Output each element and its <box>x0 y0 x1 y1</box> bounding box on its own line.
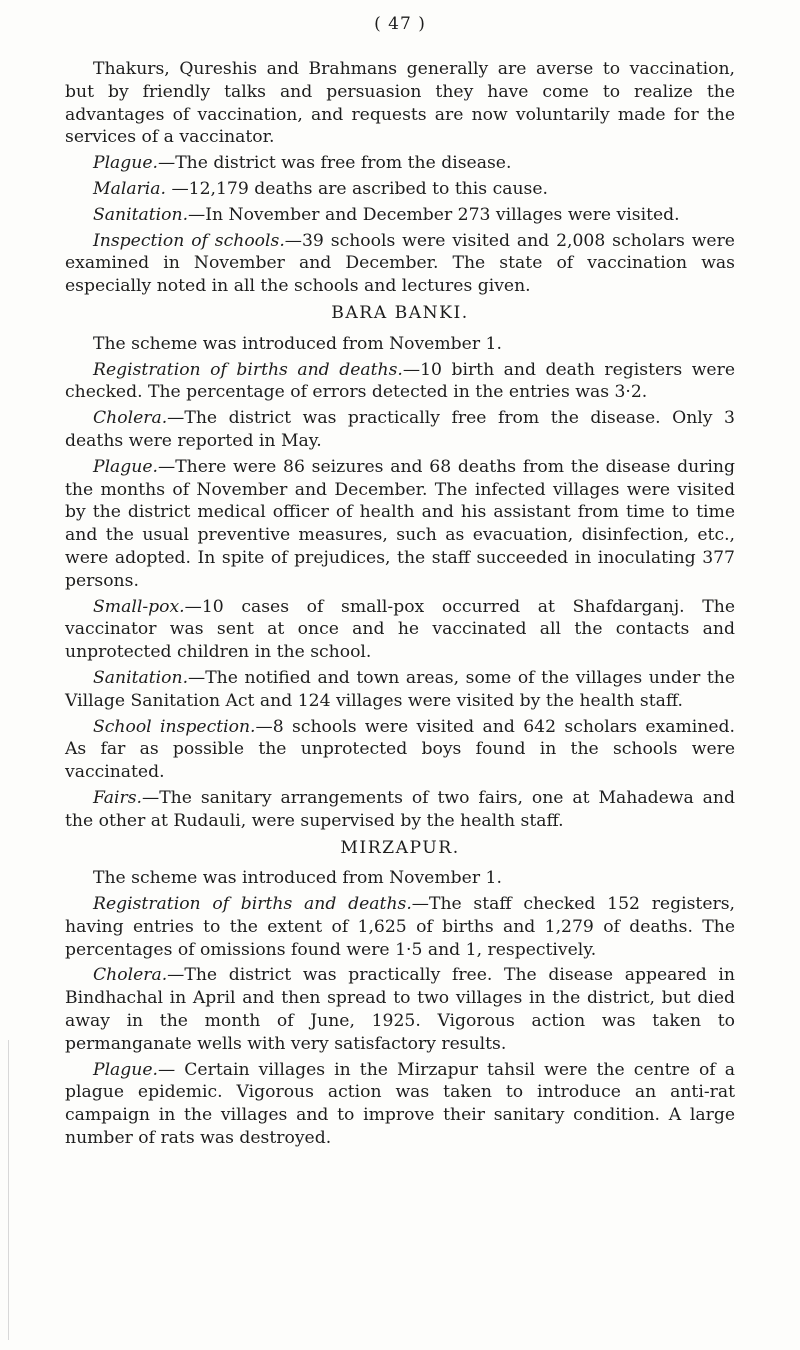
margin-rule <box>8 1040 9 1340</box>
paragraph-bara-banki-small-pox <box>65 596 735 664</box>
paragraph-bara-banki-scheme <box>65 333 735 356</box>
paragraph-text: In November and December 273 villages were visited. <box>205 204 680 225</box>
paragraph-lead: Sanitation.— <box>93 667 206 688</box>
paragraph-text: Certain villages in the Mirzapur tahsil were the centre of a plague epidemic. Vigorous action was taken to introduce an anti-rat campaign in the villages and to improve their sanitary condition. A large number of rats was destroyed. <box>65 1059 735 1149</box>
paragraph-bara-banki-cholera <box>65 407 735 453</box>
paragraph-text: The district was free from the disease. <box>175 153 512 174</box>
paragraph-lead: Registration of births and deaths. <box>93 359 403 380</box>
paragraph-text: The district was practically free from the disease. Only 3 deaths were reported in May. <box>65 408 735 451</box>
paragraph-bara-banki-plague <box>65 456 735 593</box>
paragraph-lead: Plague.— <box>93 456 176 477</box>
section-heading-bara-banki: BARA BANKI. <box>331 302 469 323</box>
section-heading-mirzapur: MIRZAPUR. <box>340 837 460 858</box>
paragraph-text: There were 86 seizures and 68 deaths from the disease during the months of November and December. The infected villages were visited by the district medical officer of health and his assistant from time to time and the usual preventive measures, such as evacuation, disinfection, etc., were adopted. In spite of prejudices, the staff succeeded in inoculating 377 persons. <box>65 456 735 591</box>
paragraph-lead: Small-pox. <box>93 596 185 617</box>
paragraph-lead: Inspection of schools. <box>93 230 285 251</box>
paragraph-bara-banki-sanitation <box>65 667 735 713</box>
paragraph-lead: School inspection. <box>93 716 256 737</box>
paragraph-text: —8 schools were visited and 642 scholars examined. As far as possible the unprotected boys found in the schools were vaccinated. <box>65 716 735 783</box>
paragraph-text: —10 birth and death registers were checked. The percentage of errors detected in the entries was 3·2. <box>65 359 735 403</box>
paragraph-lead: Plague.— <box>93 153 176 174</box>
page-number: ( 47 ) <box>374 14 426 34</box>
paragraph-plague <box>65 152 735 175</box>
paragraph-text: Thakurs, Qureshis and Brahmans generally are averse to vaccination, but by friendly talks and persuasion they have come to realize the advantages of vaccination, and requests are now voluntarily made for the services of a vaccinator. <box>65 59 735 148</box>
paragraph-text: The scheme was introduced from November 1. <box>93 868 502 889</box>
paragraph-text: —12,179 deaths are ascribed to this cause. <box>166 178 548 199</box>
paragraph-lead: Fairs.— <box>93 787 160 808</box>
paragraph-bara-banki-registration <box>65 359 735 405</box>
paragraph-mirzapur-scheme <box>65 867 735 890</box>
paragraph-lead: Plague.— <box>93 1059 176 1080</box>
paragraph-text: The scheme was introduced from November 1. <box>93 333 502 354</box>
page-content <box>65 58 735 1153</box>
paragraph-mirzapur-cholera <box>65 964 735 1055</box>
paragraph-sanitation <box>65 204 735 227</box>
paragraph-malaria <box>65 178 735 201</box>
paragraph-text: The notified and town areas, some of the villages under the Village Sanitation Act and 124 villages were visited by the health staff. <box>65 667 735 711</box>
paragraph-bara-banki-school-inspection <box>65 716 735 784</box>
paragraph-text: The sanitary arrangements of two fairs, one at Mahadewa and the other at Rudauli, were supervised by the health staff. <box>65 787 735 831</box>
paragraph-vaccination-attitudes <box>65 58 735 149</box>
paragraph-mirzapur-registration <box>65 893 735 961</box>
paragraph-lead: Sanitation.— <box>93 204 206 225</box>
paragraph-bara-banki-fairs <box>65 787 735 833</box>
paragraph-text: —39 schools were visited and 2,008 scholars were examined in November and December. The state of vaccination was especially noted in all the schools and lectures given. <box>65 230 735 297</box>
paragraph-mirzapur-plague <box>65 1059 735 1150</box>
paragraph-text: —10 cases of small-pox occurred at Shafdarganj. The vaccinator was sent at once and he vaccinated all the contacts and unprotected children in the school. <box>65 596 735 663</box>
paragraph-lead: Malaria. <box>93 178 167 199</box>
paragraph-text: —The staff checked 152 registers, having entries to the extent of 1,625 of births and 1,279 of deaths. The percentages of omissions found were 1·5 and 1, respectively. <box>65 894 735 960</box>
paragraph-text: The district was practically free. The disease appeared in Bindhachal in April and then spread to two villages in the district, but died away in the month of June, 1925. Vigorous action was taken to permanganate wells with very satisfactory results. <box>65 965 735 1054</box>
paragraph-lead: Registration of births and deaths. <box>93 894 412 915</box>
paragraph-inspection-of-schools <box>65 230 735 298</box>
paragraph-lead: Cholera.— <box>93 408 185 429</box>
paragraph-lead: Cholera.— <box>93 965 185 986</box>
